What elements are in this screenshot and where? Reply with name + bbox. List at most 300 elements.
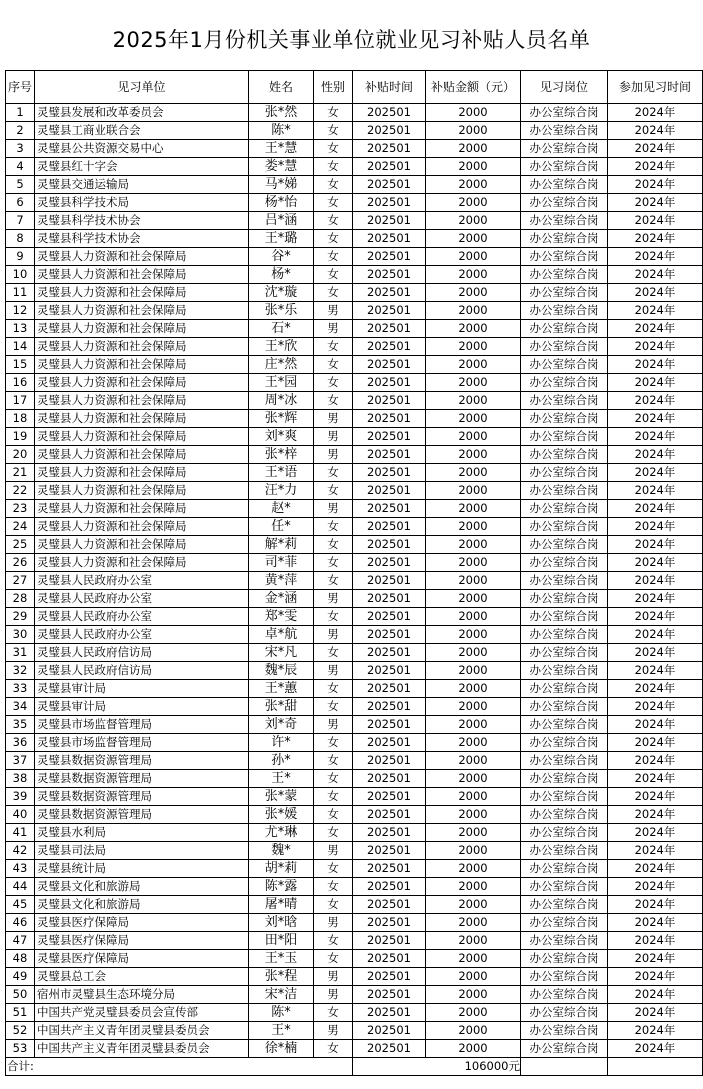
row-subsidy-amount: 2000 [426,842,521,860]
row-position: 办公室综合岗 [521,770,608,788]
row-position: 办公室综合岗 [521,518,608,536]
row-gender: 男 [314,968,353,986]
row-position: 办公室综合岗 [521,914,608,932]
row-start-time: 2024年 [608,500,703,518]
row-start-time: 2024年 [608,176,703,194]
row-start-time: 2024年 [608,374,703,392]
row-position: 办公室综合岗 [521,716,608,734]
row-subsidy-amount: 2000 [426,536,521,554]
row-gender: 女 [314,752,353,770]
row-name: 陈* [249,1004,314,1022]
row-gender: 女 [314,896,353,914]
row-unit: 灵璧县人民政府办公室 [35,626,249,644]
table-row [6,824,703,842]
row-gender: 男 [314,446,353,464]
total-empty-cell [608,1058,703,1076]
row-position: 办公室综合岗 [521,680,608,698]
row-unit: 灵璧县人力资源和社会保障局 [35,266,249,284]
row-position: 办公室综合岗 [521,932,608,950]
row-name: 王*语 [249,464,314,482]
row-unit: 灵璧县红十字会 [35,158,249,176]
row-index: 37 [6,752,35,770]
row-subsidy-amount: 2000 [426,644,521,662]
table-row [6,770,703,788]
row-subsidy-amount: 2000 [426,248,521,266]
row-index: 41 [6,824,35,842]
row-name: 张*程 [249,968,314,986]
row-index: 18 [6,410,35,428]
row-start-time: 2024年 [608,590,703,608]
row-position: 办公室综合岗 [521,104,608,122]
row-subsidy-amount: 2000 [426,554,521,572]
row-unit: 灵璧县人力资源和社会保障局 [35,374,249,392]
table-row [6,716,703,734]
column-header-name: 姓名 [249,71,314,104]
row-unit: 宿州市灵璧县生态环境分局 [35,986,249,1004]
row-position: 办公室综合岗 [521,230,608,248]
row-unit: 灵璧县人力资源和社会保障局 [35,554,249,572]
row-position: 办公室综合岗 [521,842,608,860]
row-unit: 灵璧县人力资源和社会保障局 [35,482,249,500]
row-position: 办公室综合岗 [521,950,608,968]
row-name: 石* [249,320,314,338]
row-start-time: 2024年 [608,770,703,788]
row-subsidy-period: 202501 [353,752,426,770]
row-unit: 灵璧县人力资源和社会保障局 [35,518,249,536]
row-name: 张*然 [249,104,314,122]
row-gender: 女 [314,356,353,374]
row-index: 16 [6,374,35,392]
row-gender: 男 [314,302,353,320]
row-index: 45 [6,896,35,914]
row-start-time: 2024年 [608,302,703,320]
table-row [6,698,703,716]
row-start-time: 2024年 [608,698,703,716]
column-header-start-time: 参加见习时间 [608,71,703,104]
row-name: 田*阳 [249,932,314,950]
row-name: 刘*爽 [249,428,314,446]
table-header-row [6,71,703,104]
row-subsidy-period: 202501 [353,482,426,500]
row-name: 魏* [249,842,314,860]
row-subsidy-amount: 2000 [426,716,521,734]
row-unit: 灵璧县人力资源和社会保障局 [35,284,249,302]
row-gender: 男 [314,500,353,518]
column-header-index: 序号 [6,71,35,104]
row-subsidy-period: 202501 [353,1004,426,1022]
row-index: 6 [6,194,35,212]
row-name: 孙* [249,752,314,770]
row-name: 张*蒙 [249,788,314,806]
row-position: 办公室综合岗 [521,374,608,392]
row-gender: 女 [314,122,353,140]
row-subsidy-amount: 2000 [426,680,521,698]
row-position: 办公室综合岗 [521,428,608,446]
table-row [6,410,703,428]
row-position: 办公室综合岗 [521,1004,608,1022]
row-position: 办公室综合岗 [521,356,608,374]
row-gender: 女 [314,518,353,536]
row-gender: 女 [314,1004,353,1022]
row-subsidy-amount: 2000 [426,230,521,248]
row-unit: 灵璧县数据资源管理局 [35,770,249,788]
row-start-time: 2024年 [608,158,703,176]
row-subsidy-period: 202501 [353,446,426,464]
row-position: 办公室综合岗 [521,248,608,266]
row-index: 26 [6,554,35,572]
row-subsidy-period: 202501 [353,932,426,950]
row-unit: 灵璧县审计局 [35,680,249,698]
table-row [6,446,703,464]
row-gender: 男 [314,914,353,932]
row-unit: 中国共产主义青年团灵璧县委员会 [35,1040,249,1058]
row-subsidy-period: 202501 [353,572,426,590]
row-index: 4 [6,158,35,176]
row-subsidy-amount: 2000 [426,176,521,194]
row-position: 办公室综合岗 [521,158,608,176]
row-unit: 灵璧县人力资源和社会保障局 [35,410,249,428]
row-name: 汪*力 [249,482,314,500]
row-position: 办公室综合岗 [521,896,608,914]
column-header-position: 见习岗位 [521,71,608,104]
row-name: 杨* [249,266,314,284]
row-subsidy-amount: 2000 [426,266,521,284]
table-row [6,158,703,176]
row-subsidy-amount: 2000 [426,464,521,482]
row-subsidy-period: 202501 [353,554,426,572]
row-name: 解*莉 [249,536,314,554]
row-index: 39 [6,788,35,806]
row-subsidy-period: 202501 [353,266,426,284]
row-subsidy-period: 202501 [353,590,426,608]
row-subsidy-amount: 2000 [426,122,521,140]
row-subsidy-period: 202501 [353,950,426,968]
row-gender: 男 [314,716,353,734]
row-index: 53 [6,1040,35,1058]
row-name: 司*菲 [249,554,314,572]
row-gender: 女 [314,698,353,716]
row-start-time: 2024年 [608,878,703,896]
row-unit: 灵璧县数据资源管理局 [35,752,249,770]
row-position: 办公室综合岗 [521,554,608,572]
row-subsidy-period: 202501 [353,734,426,752]
row-gender: 男 [314,986,353,1004]
table-row [6,212,703,230]
row-index: 29 [6,608,35,626]
row-position: 办公室综合岗 [521,824,608,842]
row-name: 张*梓 [249,446,314,464]
row-subsidy-amount: 2000 [426,338,521,356]
row-position: 办公室综合岗 [521,410,608,428]
row-unit: 灵璧县人民政府办公室 [35,572,249,590]
row-subsidy-period: 202501 [353,230,426,248]
row-subsidy-amount: 2000 [426,1022,521,1040]
row-position: 办公室综合岗 [521,662,608,680]
row-subsidy-amount: 2000 [426,212,521,230]
table-row [6,230,703,248]
row-subsidy-period: 202501 [353,626,426,644]
row-subsidy-period: 202501 [353,608,426,626]
row-subsidy-period: 202501 [353,806,426,824]
table-row [6,914,703,932]
row-gender: 女 [314,392,353,410]
row-name: 刘*晗 [249,914,314,932]
row-subsidy-period: 202501 [353,284,426,302]
row-unit: 灵璧县人民政府办公室 [35,608,249,626]
row-position: 办公室综合岗 [521,320,608,338]
row-subsidy-period: 202501 [353,914,426,932]
row-start-time: 2024年 [608,464,703,482]
row-start-time: 2024年 [608,860,703,878]
row-unit: 灵璧县人力资源和社会保障局 [35,302,249,320]
row-subsidy-period: 202501 [353,320,426,338]
row-gender: 男 [314,1022,353,1040]
row-start-time: 2024年 [608,410,703,428]
row-subsidy-period: 202501 [353,986,426,1004]
row-subsidy-period: 202501 [353,248,426,266]
table-row [6,878,703,896]
row-start-time: 2024年 [608,140,703,158]
row-gender: 女 [314,176,353,194]
row-name: 吕*涵 [249,212,314,230]
row-subsidy-period: 202501 [353,824,426,842]
row-subsidy-period: 202501 [353,788,426,806]
row-index: 3 [6,140,35,158]
table-row [6,1040,703,1058]
row-name: 王*欣 [249,338,314,356]
row-name: 任* [249,518,314,536]
row-position: 办公室综合岗 [521,446,608,464]
row-start-time: 2024年 [608,986,703,1004]
row-gender: 女 [314,230,353,248]
row-index: 2 [6,122,35,140]
row-index: 22 [6,482,35,500]
row-index: 28 [6,590,35,608]
row-unit: 灵璧县人力资源和社会保障局 [35,428,249,446]
row-subsidy-period: 202501 [353,878,426,896]
column-header-unit: 见习单位 [35,71,249,104]
page-title: 2025年1月份机关事业单位就业见习补贴人员名单 [112,28,591,52]
row-gender: 女 [314,284,353,302]
row-start-time: 2024年 [608,536,703,554]
row-unit: 灵璧县市场监督管理局 [35,734,249,752]
row-position: 办公室综合岗 [521,572,608,590]
row-index: 21 [6,464,35,482]
total-empty-cell [521,1058,608,1076]
row-unit: 灵璧县人民政府信访局 [35,662,249,680]
row-subsidy-amount: 2000 [426,374,521,392]
row-start-time: 2024年 [608,194,703,212]
row-subsidy-period: 202501 [353,338,426,356]
row-index: 43 [6,860,35,878]
row-name: 屠*晴 [249,896,314,914]
row-subsidy-amount: 2000 [426,806,521,824]
row-subsidy-amount: 2000 [426,896,521,914]
row-subsidy-period: 202501 [353,518,426,536]
row-index: 31 [6,644,35,662]
column-header-subsidy-amount: 补贴金额（元） [426,71,521,104]
table-row [6,950,703,968]
row-start-time: 2024年 [608,1040,703,1058]
row-subsidy-amount: 2000 [426,788,521,806]
row-name: 杨*怡 [249,194,314,212]
row-unit: 灵璧县文化和旅游局 [35,896,249,914]
row-index: 14 [6,338,35,356]
row-start-time: 2024年 [608,482,703,500]
row-subsidy-period: 202501 [353,860,426,878]
row-index: 12 [6,302,35,320]
row-subsidy-amount: 2000 [426,950,521,968]
row-position: 办公室综合岗 [521,536,608,554]
row-name: 王*璐 [249,230,314,248]
row-start-time: 2024年 [608,122,703,140]
row-subsidy-period: 202501 [353,770,426,788]
row-name: 陈* [249,122,314,140]
row-subsidy-amount: 2000 [426,320,521,338]
row-unit: 中国共产党灵璧县委员会宣传部 [35,1004,249,1022]
row-position: 办公室综合岗 [521,806,608,824]
table-row [6,608,703,626]
row-gender: 女 [314,482,353,500]
row-unit: 灵璧县总工会 [35,968,249,986]
row-subsidy-period: 202501 [353,212,426,230]
row-index: 13 [6,320,35,338]
table-row [6,644,703,662]
row-subsidy-amount: 2000 [426,986,521,1004]
row-name: 宋*洁 [249,986,314,1004]
table-row [6,896,703,914]
row-subsidy-period: 202501 [353,356,426,374]
table-row [6,518,703,536]
table-row [6,482,703,500]
row-name: 魏*辰 [249,662,314,680]
row-subsidy-period: 202501 [353,500,426,518]
row-index: 20 [6,446,35,464]
row-gender: 女 [314,860,353,878]
row-start-time: 2024年 [608,662,703,680]
total-label: 合计: [6,1058,353,1076]
row-subsidy-amount: 2000 [426,140,521,158]
table-row [6,338,703,356]
row-unit: 灵璧县人民政府办公室 [35,590,249,608]
row-gender: 女 [314,554,353,572]
row-unit: 灵璧县司法局 [35,842,249,860]
row-subsidy-period: 202501 [353,140,426,158]
row-index: 17 [6,392,35,410]
row-subsidy-amount: 2000 [426,482,521,500]
row-unit: 灵璧县人力资源和社会保障局 [35,446,249,464]
table-row [6,968,703,986]
row-index: 52 [6,1022,35,1040]
row-index: 42 [6,842,35,860]
table-row [6,464,703,482]
row-position: 办公室综合岗 [521,878,608,896]
row-index: 8 [6,230,35,248]
row-gender: 女 [314,770,353,788]
row-gender: 男 [314,662,353,680]
row-gender: 男 [314,320,353,338]
row-start-time: 2024年 [608,680,703,698]
row-unit: 灵璧县人力资源和社会保障局 [35,392,249,410]
row-index: 46 [6,914,35,932]
row-unit: 灵璧县科学技术协会 [35,212,249,230]
row-subsidy-amount: 2000 [426,428,521,446]
row-gender: 女 [314,806,353,824]
row-gender: 女 [314,248,353,266]
row-unit: 灵璧县科学技术局 [35,194,249,212]
row-name: 王*玉 [249,950,314,968]
row-position: 办公室综合岗 [521,986,608,1004]
table-row [6,194,703,212]
row-unit: 灵璧县医疗保障局 [35,932,249,950]
row-index: 27 [6,572,35,590]
row-unit: 灵璧县数据资源管理局 [35,806,249,824]
row-start-time: 2024年 [608,716,703,734]
row-unit: 灵璧县交通运输局 [35,176,249,194]
row-subsidy-period: 202501 [353,410,426,428]
row-gender: 女 [314,932,353,950]
row-gender: 女 [314,140,353,158]
row-unit: 灵璧县人力资源和社会保障局 [35,356,249,374]
row-name: 张*媛 [249,806,314,824]
row-position: 办公室综合岗 [521,752,608,770]
row-name: 刘*奇 [249,716,314,734]
column-header-subsidy-period: 补贴时间 [353,71,426,104]
row-index: 19 [6,428,35,446]
row-start-time: 2024年 [608,572,703,590]
row-name: 王* [249,1022,314,1040]
row-name: 卓*航 [249,626,314,644]
row-subsidy-amount: 2000 [426,968,521,986]
row-position: 办公室综合岗 [521,122,608,140]
row-subsidy-period: 202501 [353,662,426,680]
row-name: 尤*琳 [249,824,314,842]
row-index: 49 [6,968,35,986]
row-start-time: 2024年 [608,1004,703,1022]
row-subsidy-period: 202501 [353,536,426,554]
column-header-gender: 性别 [314,71,353,104]
row-subsidy-period: 202501 [353,392,426,410]
row-subsidy-amount: 2000 [426,824,521,842]
row-subsidy-period: 202501 [353,716,426,734]
row-start-time: 2024年 [608,950,703,968]
row-start-time: 2024年 [608,932,703,950]
row-gender: 女 [314,464,353,482]
row-position: 办公室综合岗 [521,1040,608,1058]
row-gender: 女 [314,644,353,662]
row-subsidy-amount: 2000 [426,734,521,752]
row-subsidy-amount: 2000 [426,446,521,464]
row-subsidy-period: 202501 [353,1022,426,1040]
row-unit: 灵璧县审计局 [35,698,249,716]
row-start-time: 2024年 [608,518,703,536]
row-name: 赵* [249,500,314,518]
row-subsidy-period: 202501 [353,644,426,662]
row-index: 30 [6,626,35,644]
row-position: 办公室综合岗 [521,176,608,194]
row-start-time: 2024年 [608,842,703,860]
row-start-time: 2024年 [608,626,703,644]
row-index: 38 [6,770,35,788]
row-subsidy-period: 202501 [353,680,426,698]
row-gender: 男 [314,410,353,428]
row-index: 51 [6,1004,35,1022]
row-name: 马*娣 [249,176,314,194]
row-index: 1 [6,104,35,122]
row-position: 办公室综合岗 [521,338,608,356]
row-unit: 灵璧县数据资源管理局 [35,788,249,806]
row-start-time: 2024年 [608,608,703,626]
